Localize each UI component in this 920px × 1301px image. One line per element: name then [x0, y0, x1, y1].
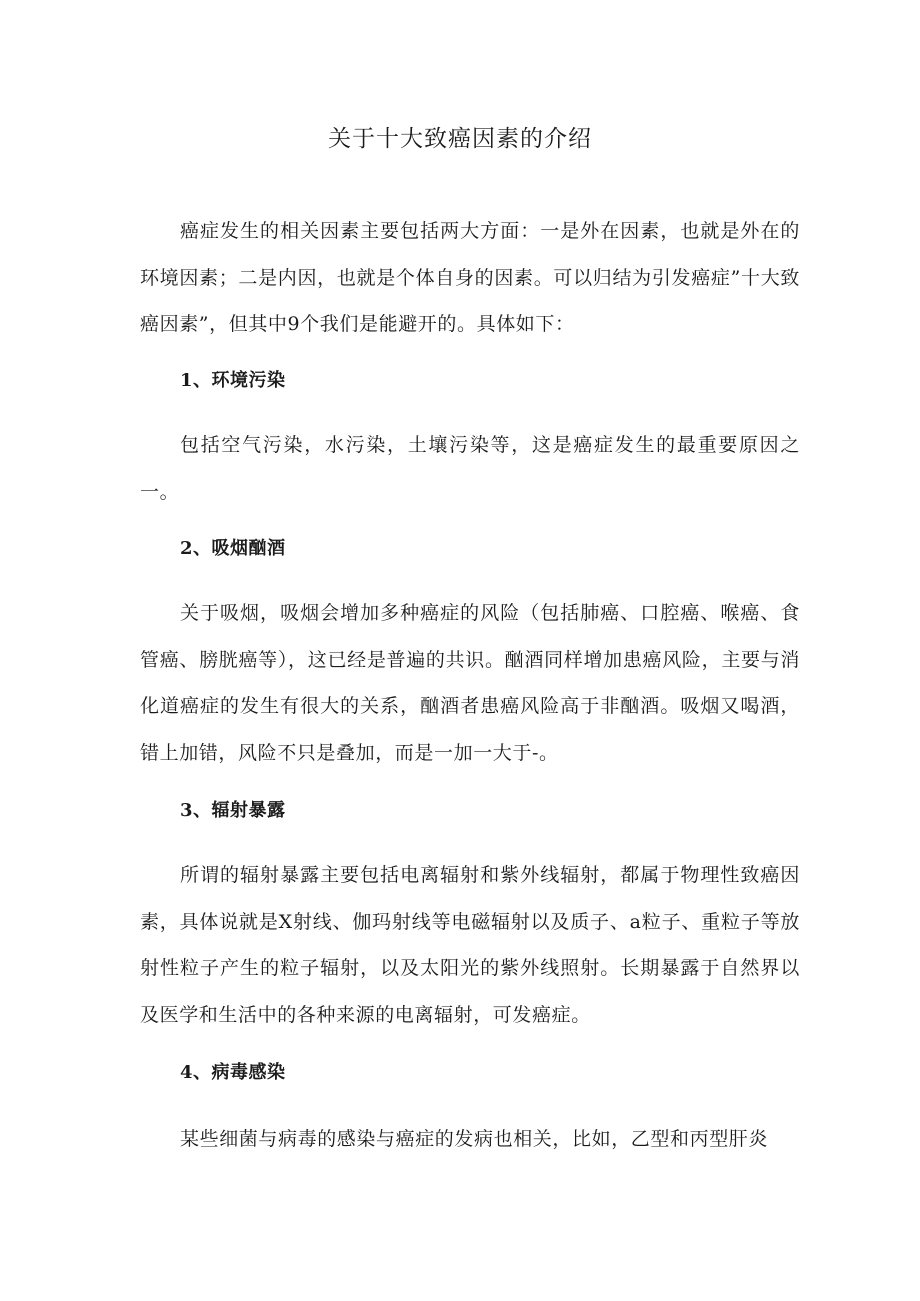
intro-paragraph: 癌症发生的相关因素主要包括两大方面：一是外在因素，也就是外在的环境因素；二是内因，也就是个体自身的因素。可以归结为引发癌症”十大致癌因素”，但其中9个我们是能避开的。具体如下：: [140, 220, 800, 335]
section-heading-environment: 1、环境污染: [180, 370, 286, 391]
section-body-smoking-drinking: 关于吸烟，吸烟会增加多种癌症的风险（包括肺癌、口腔癌、喉癌、食管癌、膀胱癌等），这已经是普遍的共识。酗酒同样增加患癌风险，主要与消化道癌症的发生有很大的关系，酗酒者患癌风险高于非酗酒。吸烟又喝酒，错上加错，风险不只是叠加，而是一加一大于-。: [140, 602, 800, 764]
section-body-radiation: 所谓的辐射暴露主要包括电离辐射和紫外线辐射，都属于物理性致癌因素，具体说就是X射线、伽玛射线等电磁辐射以及质子、a粒子、重粒子等放射性粒子产生的粒子辐射，以及太阳光的紫外线照射。长期暴露于自然界以及医学和生活中的各种来源的电离辐射，可发癌症。: [140, 864, 800, 1026]
section-heading-smoking-drinking: 2、吸烟酗酒: [180, 538, 286, 559]
section-heading-virus: 4、病毒感染: [180, 1062, 286, 1083]
section-body-virus: 某些细菌与病毒的感染与癌症的发病也相关，比如，乙型和丙型肝炎: [180, 1128, 769, 1150]
document-title: 关于十大致癌因素的介绍: [328, 126, 592, 152]
section-body-environment: 包括空气污染，水污染，土壤污染等，这是癌症发生的最重要原因之一。: [140, 434, 800, 503]
section-heading-radiation: 3、辐射暴露: [180, 800, 286, 821]
